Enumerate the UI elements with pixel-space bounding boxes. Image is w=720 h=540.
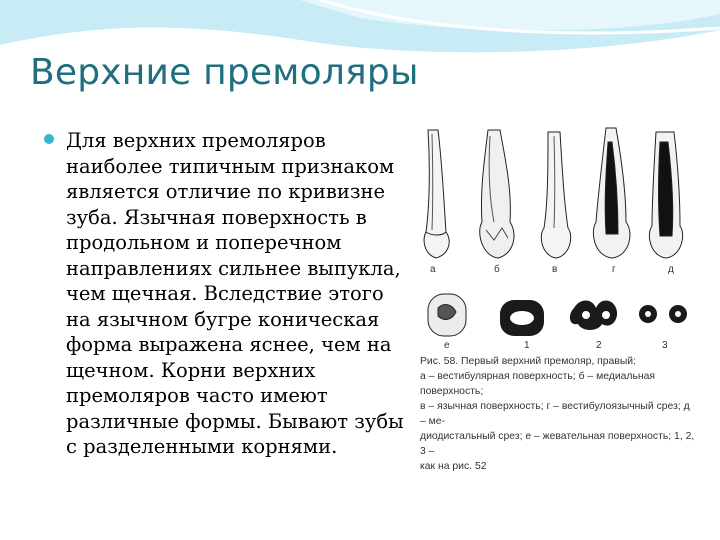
cross-section-1 [500,300,544,336]
tooth-view-a [424,130,449,258]
tooth-view-d [649,132,682,258]
cross-section-2 [570,301,617,331]
label-e: е [444,340,450,351]
label-1: 1 [524,340,530,351]
bullet-marker [44,134,54,144]
tooth-view-b [480,130,514,258]
tooth-view-v [541,132,570,258]
label-2: 2 [596,340,602,351]
label-3: 3 [662,340,668,351]
bullet-text: Для верхних премоляров наиболее типичным признаком является отличие по кривизне зуба. Язычная поверхность в продольном и поперечном направлениях сильнее выпукла, чем щечная. Вследствие этого на язычном бугре коническая форма выражена яснее, чем на щечном. Корни верхних премоляров часто имеют различные формы. Бывают зубы с разделенными корнями. [66,129,404,458]
label-a: а [430,264,436,275]
occlusal-surface-e [428,294,466,336]
slide-title: Верхние премоляры [30,52,419,93]
label-b: б [494,264,500,275]
figure-caption: Рис. 58. Первый верхний премоляр, правый: а – вестибулярная поверхность; б – медиальная поверхность; в – язычная поверхность; г – вестибулоязычный срез; д – ме- диодистальный срез; е – жевательная поверхность; 1, 2, 3 – как на рис. 52 [420,356,695,472]
tooth-view-g [593,128,630,258]
label-v: в [552,264,558,275]
label-d: д [668,264,674,275]
label-g: г [612,264,616,275]
cross-section-3 [639,305,687,323]
